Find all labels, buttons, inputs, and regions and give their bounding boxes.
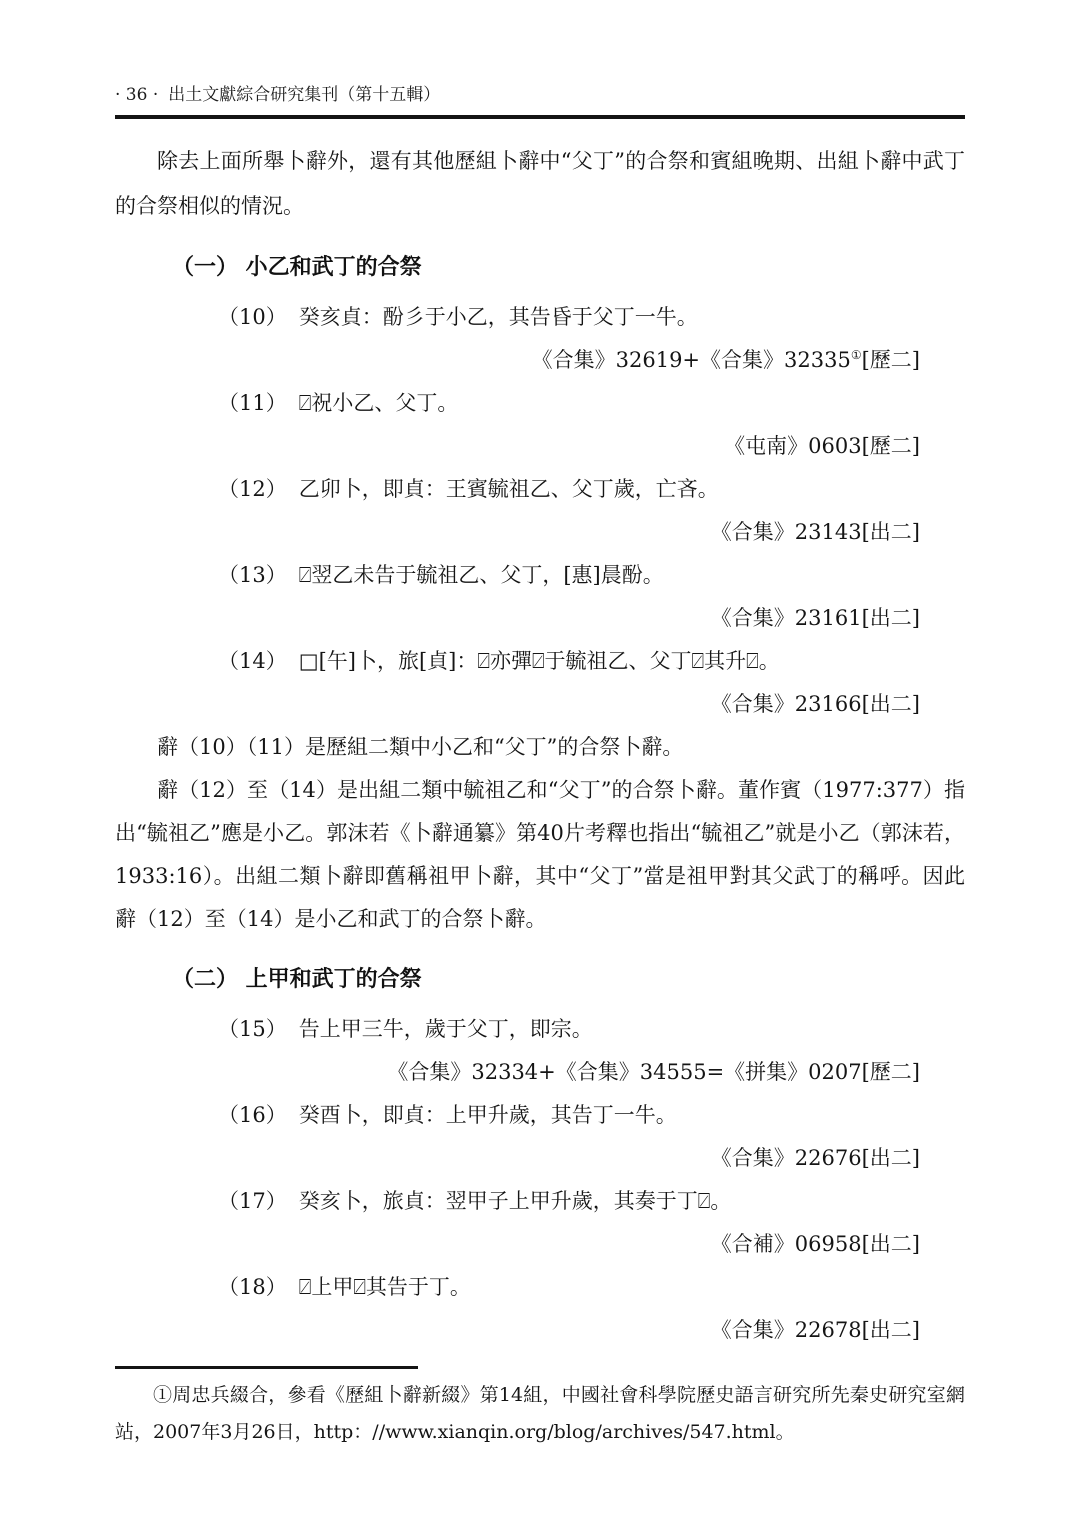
- item-text: ⍁翌乙未告于毓祖乙、父丁，[惠]晨酚。: [298, 563, 664, 587]
- source-citation: 《合集》32334+《合集》34555=《拼集》0207: [387, 1060, 862, 1084]
- item-number: （15）: [218, 1017, 287, 1041]
- inscription-list-1: [115, 296, 965, 726]
- item-text: 癸亥卜，旅貞：翌甲子上甲升歲，其奏于丁⍁。: [298, 1189, 732, 1213]
- item-number: （11）: [218, 391, 287, 415]
- source-citation: 《合集》23161: [710, 606, 862, 630]
- source-citation: 《合集》23166: [710, 692, 862, 716]
- item-number: （18）: [218, 1275, 287, 1299]
- source-citation: 《屯南》0603: [724, 434, 862, 458]
- inscription-item-13: [115, 554, 965, 597]
- item-source-17: [115, 1223, 965, 1266]
- footnote-body: 周忠兵綴合，參看《歷組卜辭新綴》第14組，中國社會科學院歷史語言研究所先秦史研究室網站，2007年3月26日，http：//www.xianqin.org/blog/archives/547.html。: [115, 1384, 965, 1443]
- page-number: · 36 ·: [115, 85, 159, 105]
- item-text: □[午]卜，旅[貞]：⍁亦彈⍁于毓祖乙、父丁⍁其升⍁。: [298, 649, 780, 673]
- item-source-13: [115, 597, 965, 640]
- source-citation: 《合集》23143: [710, 520, 862, 544]
- source-citation: 《合集》32619+《合集》32335: [531, 348, 851, 372]
- item-number: （10）: [218, 305, 287, 329]
- source-class-tag: [出二]: [861, 520, 920, 544]
- footnote-rule: [115, 1366, 418, 1369]
- item-number: （13）: [218, 563, 287, 587]
- item-source-11: [115, 425, 965, 468]
- item-text: 乙卯卜，即貞：王賓毓祖乙、父丁歲，亡吝。: [298, 477, 719, 501]
- source-class-tag: [歷二]: [861, 1060, 920, 1084]
- footnote-ref-mark: ①: [850, 348, 862, 362]
- inscription-item-17: [115, 1180, 965, 1223]
- source-class-tag: [出二]: [861, 692, 920, 716]
- footnote-block: [115, 1366, 965, 1451]
- inscription-item-15: [115, 1008, 965, 1051]
- inscription-item-12: [115, 468, 965, 511]
- inscription-item-18: [115, 1266, 965, 1309]
- item-source-10: [115, 339, 965, 382]
- source-class-tag: [出二]: [861, 606, 920, 630]
- item-text: 癸酉卜，即貞：上甲升歲，其告丁一牛。: [298, 1103, 677, 1127]
- inscription-item-11: [115, 382, 965, 425]
- source-class-tag: [歷二]: [861, 434, 920, 458]
- inscription-item-10: [115, 296, 965, 339]
- item-number: （16）: [218, 1103, 287, 1127]
- section-1-heading: （一） 小乙和武丁的合祭: [172, 255, 422, 280]
- discussion-block: [115, 726, 965, 941]
- source-citation: 《合補》06958: [710, 1232, 862, 1256]
- item-number: （14）: [218, 649, 287, 673]
- inscription-list-2: [115, 1008, 965, 1352]
- item-text: 告上甲三牛，歲于父丁，即宗。: [298, 1017, 593, 1041]
- footnote-marker: ①: [153, 1384, 173, 1406]
- discussion-paragraph-1: 辭（10）（11）是歷組二類中小乙和“父丁”的合祭卜辭。: [157, 735, 684, 759]
- inscription-item-16: [115, 1094, 965, 1137]
- item-text: ⍁上甲⍁其告于丁。: [298, 1275, 471, 1299]
- journal-title: 出土文獻綜合研究集刊（第十五輯）: [168, 85, 441, 105]
- source-citation: 《合集》22678: [710, 1318, 862, 1342]
- source-class-tag: [出二]: [861, 1146, 920, 1170]
- item-source-12: [115, 511, 965, 554]
- item-source-18: [115, 1309, 965, 1352]
- item-source-15: [115, 1051, 965, 1094]
- inscription-item-14: [115, 640, 965, 683]
- source-citation: 《合集》22676: [710, 1146, 862, 1170]
- item-number: （12）: [218, 477, 287, 501]
- section-2-heading: （二） 上甲和武丁的合祭: [172, 967, 422, 992]
- source-class-tag: [出二]: [861, 1232, 920, 1256]
- item-text: ⍁祝小乙、父丁。: [298, 391, 459, 415]
- footnote-text: [115, 1377, 965, 1451]
- item-source-14: [115, 683, 965, 726]
- item-source-16: [115, 1137, 965, 1180]
- item-text: 癸亥貞：酚彡于小乙，其告昏于父丁一牛。: [298, 305, 698, 329]
- source-class-tag: [出二]: [861, 1318, 920, 1342]
- header-rule: [115, 115, 965, 119]
- page-header: [115, 84, 965, 106]
- intro-paragraph: 除去上面所舉卜辭外，還有其他歷組卜辭中“父丁”的合祭和賓組晚期、出組卜辭中武丁的合祭相似的情況。: [115, 149, 965, 218]
- source-class-tag: [歷二]: [861, 348, 920, 372]
- discussion-paragraph-2: 辭（12）至（14）是出組二類中毓祖乙和“父丁”的合祭卜辭。董作賓（1977:377）指出“毓祖乙”應是小乙。郭沫若《卜辭通纂》第40片考釋也指出“毓祖乙”就是小乙（郭沫若，1933:16）。出組二類卜辭即舊稱祖甲卜辭，其中“父丁”當是祖甲對其父武丁的稱呼。因此辭（12）至（14）是小乙和武丁的合祭卜辭。: [115, 778, 965, 931]
- item-number: （17）: [218, 1189, 287, 1213]
